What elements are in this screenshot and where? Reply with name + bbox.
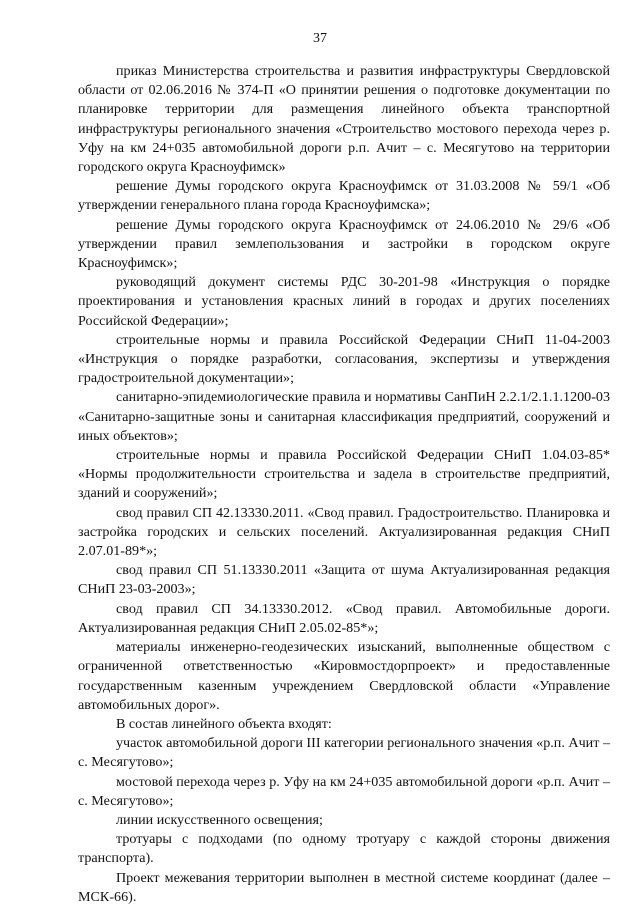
paragraph-snip-1-04-03-85: строительные нормы и правила Российской Федерации СНиП 1.04.03-85* «Нормы продолжительности строительства и задела в строительстве предприятий, зданий и сооружений»; — [78, 447, 610, 502]
paragraph-snip-11-04-2003: строительные нормы и правила Российской Федерации СНиП 11-04-2003 «Инструкция о порядке разработки, согласования, экспертизы и утверждения градостроительной документации»; — [78, 331, 610, 387]
document-body — [78, 62, 610, 907]
paragraph-survey-materials: материалы инженерно-геодезических изысканий, выполненные обществом с ограниченной ответственностью «Кировмостдорпроект» и предоставленные государственным казенным учреждением Свердловской области «Управление автомобильных дорог». — [78, 639, 610, 713]
page-number: 37 — [313, 31, 327, 46]
paragraph-sp-51-13330-2011: свод правил СП 51.13330.2011 «Защита от шума Актуализированная редакция СНиП 23-03-2003»; — [78, 562, 610, 598]
paragraph-lighting: линии искусственного освещения; — [116, 811, 323, 828]
paragraph-sidewalks: тротуары с подходами (по одному тротуару с каждой стороны движения транспорта). — [78, 831, 610, 867]
paragraph-land-use-decision: решение Думы городского округа Красноуфимск от 24.06.2010 № 29/6 «Об утверждении правил землепользования и застройки в городском округе Красноуфимск»; — [78, 216, 610, 272]
paragraph-bridge-crossing: мостовой перехода через р. Уфу на км 24+035 автомобильной дороги «р.п. Ачит – с. Месягутово»; — [78, 773, 610, 809]
paragraph-road-section: участок автомобильной дороги III категории регионального значения «р.п. Ачит – с. Месягутово»; — [78, 735, 610, 771]
paragraph-sanpin: санитарно-эпидемиологические правила и нормативы СанПиН 2.2.1/2.1.1.1200-03 «Санитарно-защитные зоны и санитарная классификация предприятий, сооружений и иных объектов»; — [78, 389, 610, 444]
paragraph-general-plan-decision: решение Думы городского округа Красноуфимск от 31.03.2008 № 59/1 «Об утверждении генерального плана города Красноуфимска»; — [78, 178, 610, 214]
paragraph-coordinate-system: Проект межевания территории выполнен в местной системе координат (далее – МСК-66). — [78, 869, 610, 905]
paragraph-sp-34-13330-2012: свод правил СП 34.13330.2012. «Свод правил. Автомобильные дороги. Актуализированная редакция СНиП 2.05.02-85*»; — [78, 600, 610, 636]
paragraph-rds-30-201-98: руководящий документ системы РДС 30-201-98 «Инструкция о порядке проектирования и установления красных линий в городах и других поселениях Российской Федерации»; — [78, 274, 610, 329]
paragraph-order-ministry: приказ Министерства строительства и развития инфраструктуры Свердловской области от 02.06.2016 № 374-П «О принятии решения о подготовке документации по планировке территории для размещения линейного объекта транспортной инфраструктуры регионального значения «Строительство мостового перехода через р. Уфу на км 24+035 автомобильной дороги р.п. Ачит – с. Месягутово на территории городского округа Красноуфимск» — [78, 63, 610, 176]
paragraph-object-composition: В состав линейного объекта входят: — [116, 715, 332, 732]
paragraph-sp-42-13330-2011: свод правил СП 42.13330.2011. «Свод правил. Градостроительство. Планировка и застройка городских и сельских поселений. Актуализированная редакция СНиП 2.07.01-89*»; — [78, 504, 610, 560]
